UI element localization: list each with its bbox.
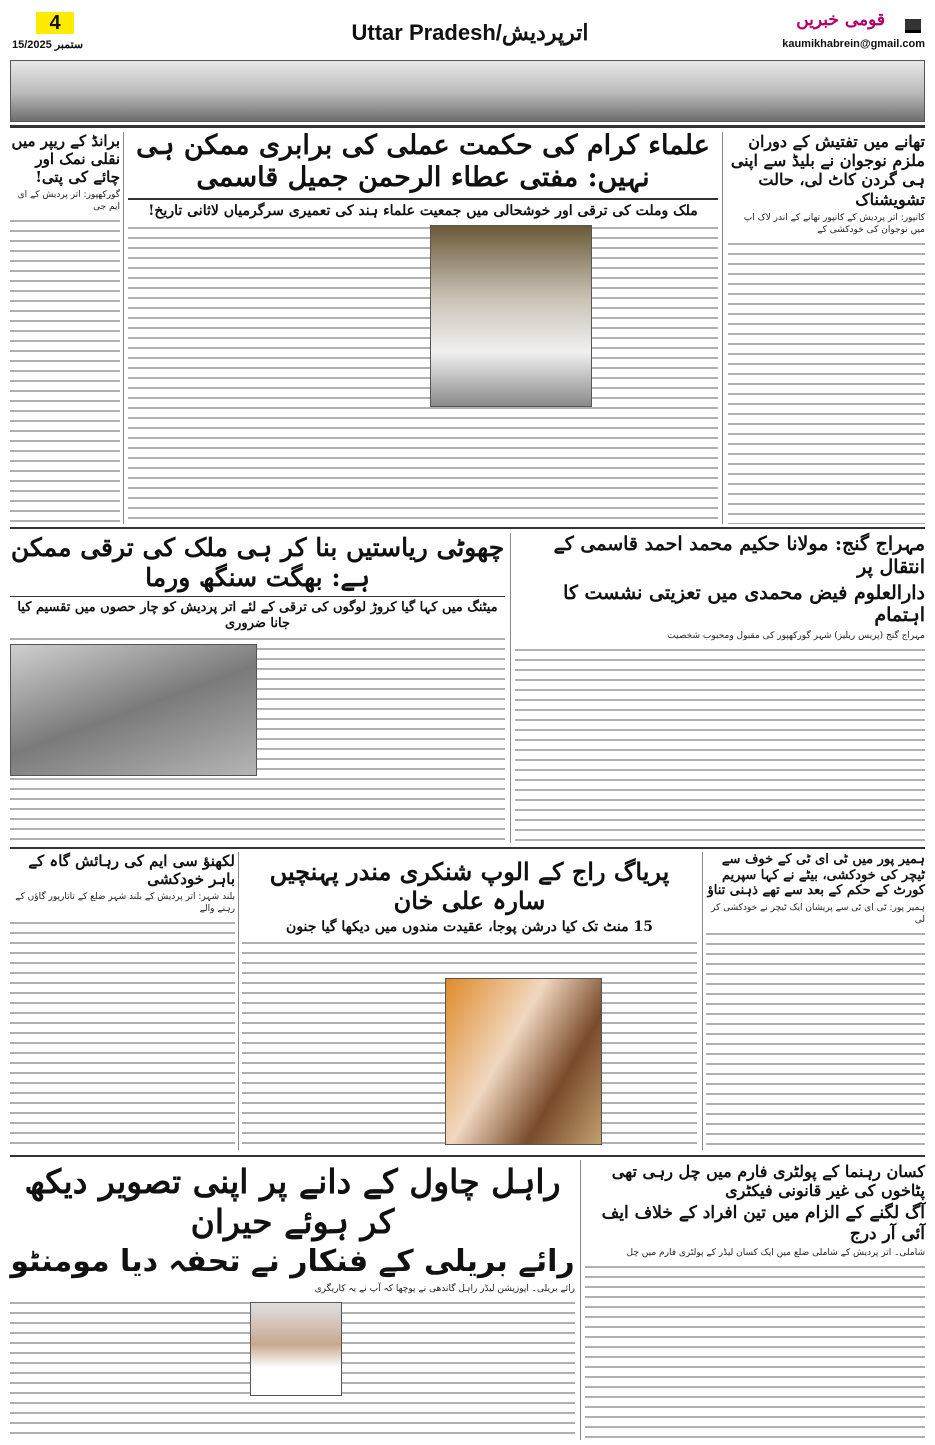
article-lead: گورکھپور: اتر پردیش کے ای ایم جی — [10, 189, 120, 213]
article-lead: مہراج گنج (پریس ریلیز) شہر گورکھپور کی مقبول ومحبوب شخصیت — [515, 630, 925, 642]
divider — [10, 125, 925, 128]
article-lead: کانپور: اتر پردیش کے کانپور تھانے کے اندر لاک اپ میں نوجوان کی خودکشی کے — [728, 212, 925, 236]
story-fake-salt — [10, 132, 120, 524]
divider — [580, 1160, 581, 1440]
article-body — [10, 634, 505, 843]
headline: لکھنؤ سی ایم کی رہائش گاہ کے باہر خودکشی — [10, 852, 235, 888]
article-body — [706, 929, 925, 1150]
rahul-photo — [250, 1302, 342, 1396]
story-kanpur — [728, 132, 925, 524]
divider — [10, 1155, 925, 1157]
article-lead: ہمیر پور: ٹی ای ٹی سے پریشان ایک ٹیچر نے خودکشی کر لی — [706, 902, 925, 926]
headline: تھانے میں تفتیش کے دوران ملزم نوجوان نے بلیڈ سے اپنی ہی گردن کاٹ لی، حالت تشویشناک — [728, 132, 925, 209]
logo-emblem-icon — [905, 12, 921, 33]
subheadline: 15 منٹ تک کیا درشن پوجا، عقیدت مندوں میں دیکھا گیا جنون — [242, 919, 697, 936]
story-firecracker-factory — [585, 1162, 925, 1440]
subheadline: رائے بریلی کے فنکار نے تحفہ دیا مومنٹو — [10, 1244, 575, 1280]
monuments-banner — [10, 60, 925, 122]
subheadline: میٹنگ میں کہا گیا کروڑ لوگوں کی ترقی کے لئے اتر پردیش کو چار حصوں میں تقسیم کیا جانا ضروری — [10, 600, 505, 631]
divider — [10, 527, 925, 529]
divider — [10, 847, 925, 849]
article-body — [585, 1262, 925, 1440]
article-photo — [430, 225, 592, 407]
divider — [123, 132, 124, 524]
section-title: Uttar Pradesh/اترپردیش — [351, 20, 589, 45]
page-number: 4 — [36, 12, 74, 34]
subheadline: آگ لگنے کے الزام میں تین افراد کے خلاف ایف آئی آر درج — [585, 1203, 925, 1244]
headline: برانڈ کے ریپر میں نقلی نمک اور چائے کی پتی! — [11, 132, 120, 186]
divider — [510, 533, 511, 843]
article-body — [728, 239, 925, 524]
divider — [10, 596, 505, 597]
subheadline: ملک وملت کی ترقی اور خوشحالی میں جمعیت علماء ہند کی تعمیری سرگرمیاں لاثانی تاریخ! — [128, 203, 718, 220]
divider — [722, 132, 723, 524]
article-lead: رائے بریلی۔ اپوزیشن لیڈر راہل گاندھی نے پوچھا کہ آپ نے یہ کاریگری — [10, 1283, 575, 1295]
divider — [702, 852, 703, 1150]
headline: راہل چاول کے دانے پر اپنی تصویر دیکھ کر ہوئے حیران — [10, 1162, 575, 1241]
story-hamirpur — [706, 852, 925, 1150]
story-prayagraj — [242, 858, 697, 1150]
headline: ہمیر پور میں ٹی ای ٹی کے خوف سے ٹیچر کی خودکشی، بیٹے نے کہا سپریم کورٹ کے حکم کے بعد سے تھے ذہنی تناؤ — [707, 852, 925, 899]
article-body — [515, 645, 925, 843]
article-body — [242, 938, 697, 1150]
divider — [238, 852, 239, 1150]
temple-photo — [445, 978, 602, 1145]
article-lead: شاملی۔ اتر پردیش کے شاملی ضلع میں ایک کسان لیڈر کے پولٹری فارم میں چل — [585, 1247, 925, 1259]
article-body — [10, 918, 235, 1150]
headline: چھوٹی ریاستیں بنا کر ہی ملک کی ترقی ممکن ہے: بھگت سنگھ ورما — [10, 533, 505, 592]
article-lead: بلند شہر: اتر پردیش کے بلند شہر ضلع کے تاتارپور گاؤں کے رہنے والے — [10, 891, 235, 915]
article-body — [128, 223, 718, 524]
article-body — [10, 216, 120, 524]
story-lead — [128, 130, 718, 524]
lead-headline: علماء کرام کی حکمت عملی کی برابری ممکن ہی نہیں: مفتی عطاء الرحمن جمیل قاسمی — [128, 130, 718, 195]
date: 15/ستمبر 2025 — [12, 39, 84, 51]
subheadline: دارالعلوم فیض محمدی میں تعزیتی نشست کا اہتمام — [515, 582, 925, 628]
article-body — [10, 1298, 575, 1440]
story-maharajganj — [515, 533, 925, 843]
story-small-states — [10, 533, 505, 843]
email: kaumikhabrein@gmail.com — [782, 38, 925, 50]
divider — [128, 198, 718, 200]
logo: قومی خبریں — [796, 10, 885, 30]
headline: پریاگ راج کے الوپ شنکری مندر پہنچیں سارہ علی خان — [242, 858, 697, 916]
meeting-photo — [10, 644, 257, 776]
story-rahul — [10, 1162, 575, 1440]
headline: مہراج گنج: مولانا حکیم محمد احمد قاسمی کے انتقال پر — [515, 533, 925, 579]
headline: کسان رہنما کے پولٹری فارم میں چل رہی تھی پٹاخوں کی غیر قانونی فیکٹری — [585, 1162, 925, 1200]
story-lucknow — [10, 852, 235, 1150]
